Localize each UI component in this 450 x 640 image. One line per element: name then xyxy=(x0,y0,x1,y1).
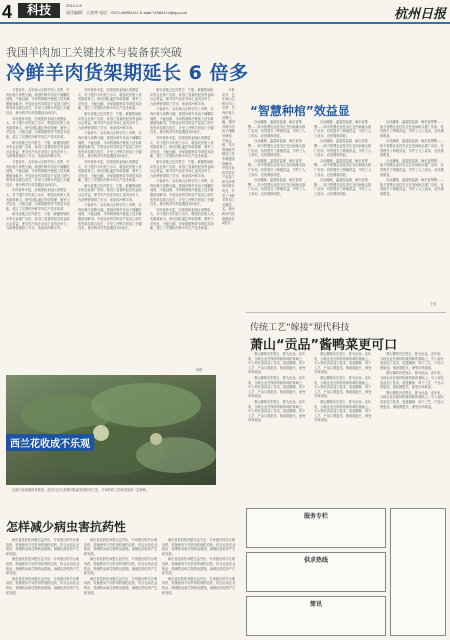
lead-author: 孙国 xyxy=(196,368,203,372)
date: 2014.2.8 xyxy=(66,3,82,8)
photo-note: 在浙江省某地的菜地里，农民们正在查看因低温受冻的西兰花，今年的西兰花收成受到一定影响。 xyxy=(12,488,150,492)
bottom-headline: 怎样减少病虫害抗药性 xyxy=(6,520,127,534)
lead-col-4: 今春来节，去年南山生鲜羊肉上市季，羊肉价格与消费大幅，我国冷鲜羊肉由于储藏时间短，不能远销，羊肉的保鲜冷链加工技术难题亟待解决。中国农业科学院农产品加工研究所等单位联合攻关，开发了冷鲜羊肉加工关键技术，使冷鲜羊肉货架期延长6倍多。 xyxy=(222,88,235,226)
newspaper-brand: 杭州日报 xyxy=(393,7,446,22)
section-label: 科技 xyxy=(18,3,60,18)
right-mid-subhead: 传统工艺“嫁接”现代科技 xyxy=(250,323,350,333)
right-top-col-3: 自动灌溉、温湿度监测、病虫害预警……如今智慧农业技术正在田间地头推广应用，有效提升了种植效益，节约了人工成本，农民增收明显。 自动灌溉、温湿度监测、病虫害预警……如今智慧农业技术正在田间地头推广应用，有效提升了种植效益，节约了人工成本，农民增收明显。 自动灌溉、温湿度监测、病虫害预警……如今智慧农业技术正在田间地头推广应用，有效提升了种植效益，节约了人工成本，农民增收明显。 自动灌溉、温湿度监测、病虫害预警……如今智慧农业技术正在田间地头推广应用，有效提升了种植效益，节约了人工成本，农民增收明显。 xyxy=(380,120,444,196)
lead-col-1: 今春来节，去年南山生鲜羊肉上市季，羊肉价格与消费大幅，我国冷鲜羊肉由于储藏时间短，不能远销，羊肉的保鲜冷链加工技术难题亟待解决。中国农业科学院农产品加工研究所等单位联合攻关，开发了冷鲜羊肉加工关键技术，使冷鲜羊肉货架期延长6倍多。 羊肉营养丰富，在我国西北地区消费量大，对于提升羊肉加工水平、增加农民收入具有重要意义。研究团队通过宰前管理、屠宰工艺优化、分级分割、冷却排酸等环节的技术创新，建立了完整的冷鲜羊肉生产技术体系。 研究成果已在内蒙古、宁夏、新疆等地的多家企业推广应用，取得了显著的经济效益和社会效益，使羊肉产品在市场上更具竞争力，为消费者提供了安全、优质的冷鲜羊肉。 今春来节，去年南山生鲜羊肉上市季，羊肉价格与消费大幅，我国冷鲜羊肉由于储藏时间短，不能远销，羊肉的保鲜冷链加工技术难题亟待解决。中国农业科学院农产品加工研究所等单位联合攻关，开发了冷鲜羊肉加工关键技术，使冷鲜羊肉货架期延长6倍多。 羊肉营养丰富，在我国西北地区消费量大，对于提升羊肉加工水平、增加农民收入具有重要意义。研究团队通过宰前管理、屠宰工艺优化、分级分割、冷却排酸等环节的技术创新，建立了完整的冷鲜羊肉生产技术体系。 研究成果已在内蒙古、宁夏、新疆等地的多家企业推广应用，取得了显著的经济效益和社会效益，使羊肉产品在市场上更具竞争力，为消费者提供了安全、优质的冷鲜羊肉。 xyxy=(6,88,70,231)
photo-caption: 西兰花收成不乐观 xyxy=(6,434,94,451)
divider xyxy=(246,312,446,313)
email: E-mail:74980414@qq.com xyxy=(139,10,188,15)
lead-kicker: 我国羊肉加工关键技术与装备获突破 xyxy=(6,46,182,59)
editor-contact xyxy=(66,10,187,16)
info-box-2: 供求热线 xyxy=(246,552,386,592)
info-box-3: 简讯 xyxy=(246,596,386,636)
bottom-col-3: 病虫害抗药性问题日益突出，专家建议科学合理用药，轮换使用不同作用机理的农药，综合运用农业防治、物理防治和生物防治措施，减缓抗药性的产生和发展。 病虫害抗药性问题日益突出，专家建议科学合理用药，轮换使用不同作用机理的农药，综合运用农业防治、物理防治和生物防治措施，减缓抗药性的产生和发展。 病虫害抗药性问题日益突出，专家建议科学合理用药，轮换使用不同作用机理的农药，综合运用农业防治、物理防治和生物防治措施，减缓抗药性的产生和发展。 xyxy=(162,538,236,595)
page-number: 4 xyxy=(2,2,13,22)
broccoli-photo xyxy=(6,375,216,485)
side-ad-box xyxy=(390,508,446,636)
broccoli-illustration xyxy=(6,375,216,485)
right-top-headline: “智慧种棺”效益显 xyxy=(250,104,350,118)
bottom-col-2: 病虫害抗药性问题日益突出，专家建议科学合理用药，轮换使用不同作用机理的农药，综合运用农业防治、物理防治和生物防治措施，减缓抗药性的产生和发展。 病虫害抗药性问题日益突出，专家建议科学合理用药，轮换使用不同作用机理的农药，综合运用农业防治、物理防治和生物防治措施，减缓抗药性的产生和发展。 病虫害抗药性问题日益突出，专家建议科学合理用药，轮换使用不同作用机理的农药，综合运用农业防治、物理防治和生物防治措施，减缓抗药性的产生和发展。 xyxy=(84,538,158,595)
bottom-col-1: 病虫害抗药性问题日益突出，专家建议科学合理用药，轮换使用不同作用机理的农药，综合运用农业防治、物理防治和生物防治措施，减缓抗药性的产生和发展。 病虫害抗药性问题日益突出，专家建议科学合理用药，轮换使用不同作用机理的农药，综合运用农业防治、物理防治和生物防治措施，减缓抗药性的产生和发展。 病虫害抗药性问题日益突出，专家建议科学合理用药，轮换使用不同作用机理的农药，综合运用农业防治、物理防治和生物防治措施，减缓抗药性的产生和发展。 xyxy=(6,538,80,595)
masthead-rule xyxy=(0,22,450,24)
right-top-col-2: 自动灌溉、温湿度监测、病虫害预警……如今智慧农业技术正在田间地头推广应用，有效提升了种植效益，节约了人工成本，农民增收明显。 自动灌溉、温湿度监测、病虫害预警……如今智慧农业技术正在田间地头推广应用，有效提升了种植效益，节约了人工成本，农民增收明显。 自动灌溉、温湿度监测、病虫害预警……如今智慧农业技术正在田间地头推广应用，有效提升了种植效益，节约了人工成本，农民增收明显。 自动灌溉、温湿度监测、病虫害预警……如今智慧农业技术正在田间地头推广应用，有效提升了种植效益，节约了人工成本，农民增收明显。 xyxy=(314,120,372,196)
right-top-author: 王岩 xyxy=(430,302,437,306)
lead-col-2: 羊肉营养丰富，在我国西北地区消费量大，对于提升羊肉加工水平、增加农民收入具有重要意义。研究团队通过宰前管理、屠宰工艺优化、分级分割、冷却排酸等环节的技术创新，建立了完整的冷鲜羊肉生产技术体系。 研究成果已在内蒙古、宁夏、新疆等地的多家企业推广应用，取得了显著的经济效益和社会效益，使羊肉产品在市场上更具竞争力，为消费者提供了安全、优质的冷鲜羊肉。 今春来节，去年南山生鲜羊肉上市季，羊肉价格与消费大幅，我国冷鲜羊肉由于储藏时间短，不能远销，羊肉的保鲜冷链加工技术难题亟待解决。中国农业科学院农产品加工研究所等单位联合攻关，开发了冷鲜羊肉加工关键技术，使冷鲜羊肉货架期延长6倍多。 羊肉营养丰富，在我国西北地区消费量大，对于提升羊肉加工水平、增加农民收入具有重要意义。研究团队通过宰前管理、屠宰工艺优化、分级分割、冷却排酸等环节的技术创新，建立了完整的冷鲜羊肉生产技术体系。 研究成果已在内蒙古、宁夏、新疆等地的多家企业推广应用，取得了显著的经济效益和社会效益，使羊肉产品在市场上更具竞争力，为消费者提供了安全、优质的冷鲜羊肉。 今春来节，去年南山生鲜羊肉上市季，羊肉价格与消费大幅，我国冷鲜羊肉由于储藏时间短，不能远销，羊肉的保鲜冷链加工技术难题亟待解决。中国农业科学院农产品加工研究所等单位联合攻关，开发了冷鲜羊肉加工关键技术，使冷鲜羊肉货架期延长6倍多。 xyxy=(78,88,142,231)
right-mid-col-3: 萧山酱鸭历史悠久，曾为贡品。近年来，当地企业在保持传统风味的基础上，引入现代食品加工技术，改进腌制、风干工艺，产品口感更佳，保质期更长，深受市场欢迎。 萧山酱鸭历史悠久，曾为贡品。近年来，当地企业在保持传统风味的基础上，引入现代食品加工技术，改进腌制、风干工艺，产品口感更佳，保质期更长，深受市场欢迎。 萧山酱鸭历史悠久，曾为贡品。近年来，当地企业在保持传统风味的基础上，引入现代食品加工技术，改进腌制、风干工艺，产品口感更佳，保质期更长，深受市场欢迎。 xyxy=(380,352,444,409)
right-mid-col-2: 萧山酱鸭历史悠久，曾为贡品。近年来，当地企业在保持传统风味的基础上，引入现代食品加工技术，改进腌制、风干工艺，产品口感更佳，保质期更长，深受市场欢迎。 萧山酱鸭历史悠久，曾为贡品。近年来，当地企业在保持传统风味的基础上，引入现代食品加工技术，改进腌制、风干工艺，产品口感更佳，保质期更长，深受市场欢迎。 萧山酱鸭历史悠久，曾为贡品。近年来，当地企业在保持传统风味的基础上，引入现代食品加工技术，改进腌制、风干工艺，产品口感更佳，保质期更长，深受市场欢迎。 xyxy=(314,352,372,423)
phone: 电话：0571-86965111 xyxy=(99,10,139,15)
editor: 责任编辑：王康华 xyxy=(66,10,98,15)
right-mid-headline: 萧山“贡品”酱鸭菜更可口 xyxy=(250,338,398,353)
right-top-col-1: 自动灌溉、温湿度监测、病虫害预警……如今智慧农业技术正在田间地头推广应用，有效提升了种植效益，节约了人工成本，农民增收明显。 自动灌溉、温湿度监测、病虫害预警……如今智慧农业技术正在田间地头推广应用，有效提升了种植效益，节约了人工成本，农民增收明显。 自动灌溉、温湿度监测、病虫害预警……如今智慧农业技术正在田间地头推广应用，有效提升了种植效益，节约了人工成本，农民增收明显。 自动灌溉、温湿度监测、病虫害预警……如今智慧农业技术正在田间地头推广应用，有效提升了种植效益，节约了人工成本，农民增收明显。 xyxy=(248,120,306,196)
lead-col-3: 研究成果已在内蒙古、宁夏、新疆等地的多家企业推广应用，取得了显著的经济效益和社会效益，使羊肉产品在市场上更具竞争力，为消费者提供了安全、优质的冷鲜羊肉。 今春来节，去年南山生鲜羊肉上市季，羊肉价格与消费大幅，我国冷鲜羊肉由于储藏时间短，不能远销，羊肉的保鲜冷链加工技术难题亟待解决。中国农业科学院农产品加工研究所等单位联合攻关，开发了冷鲜羊肉加工关键技术，使冷鲜羊肉货架期延长6倍多。 羊肉营养丰富，在我国西北地区消费量大，对于提升羊肉加工水平、增加农民收入具有重要意义。研究团队通过宰前管理、屠宰工艺优化、分级分割、冷却排酸等环节的技术创新，建立了完整的冷鲜羊肉生产技术体系。 研究成果已在内蒙古、宁夏、新疆等地的多家企业推广应用，取得了显著的经济效益和社会效益，使羊肉产品在市场上更具竞争力，为消费者提供了安全、优质的冷鲜羊肉。 今春来节，去年南山生鲜羊肉上市季，羊肉价格与消费大幅，我国冷鲜羊肉由于储藏时间短，不能远销，羊肉的保鲜冷链加工技术难题亟待解决。中国农业科学院农产品加工研究所等单位联合攻关，开发了冷鲜羊肉加工关键技术，使冷鲜羊肉货架期延长6倍多。 羊肉营养丰富，在我国西北地区消费量大，对于提升羊肉加工水平、增加农民收入具有重要意义。研究团队通过宰前管理、屠宰工艺优化、分级分割、冷却排酸等环节的技术创新，建立了完整的冷鲜羊肉生产技术体系。 xyxy=(150,88,214,231)
lead-headline: 冷鲜羊肉货架期延长 6 倍多 xyxy=(6,62,249,84)
masthead xyxy=(0,0,450,22)
right-mid-col-1: 萧山酱鸭历史悠久，曾为贡品。近年来，当地企业在保持传统风味的基础上，引入现代食品加工技术，改进腌制、风干工艺，产品口感更佳，保质期更长，深受市场欢迎。 萧山酱鸭历史悠久，曾为贡品。近年来，当地企业在保持传统风味的基础上，引入现代食品加工技术，改进腌制、风干工艺，产品口感更佳，保质期更长，深受市场欢迎。 萧山酱鸭历史悠久，曾为贡品。近年来，当地企业在保持传统风味的基础上，引入现代食品加工技术，改进腌制、风干工艺，产品口感更佳，保质期更长，深受市场欢迎。 xyxy=(248,352,306,423)
info-box-1: 服务专栏 xyxy=(246,508,386,548)
